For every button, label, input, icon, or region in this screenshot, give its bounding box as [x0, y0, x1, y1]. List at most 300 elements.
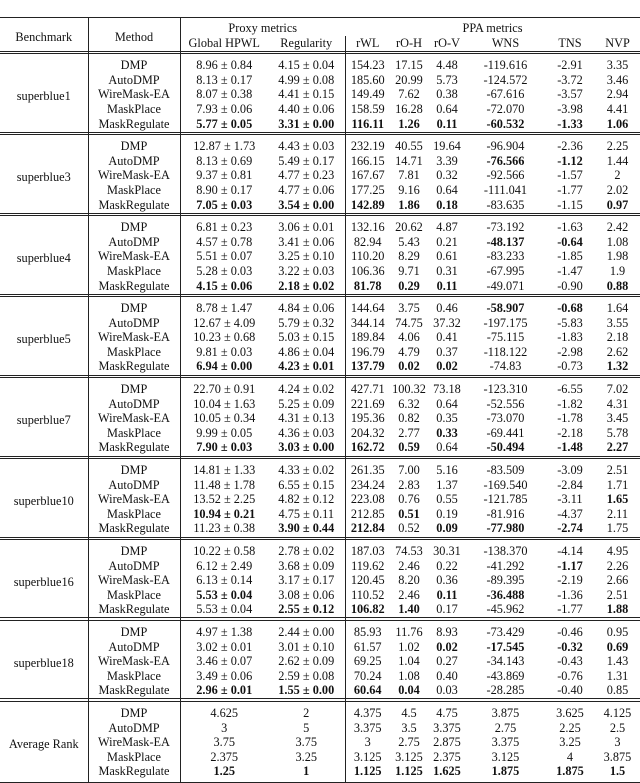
value: 3.41 ± 0.06	[278, 234, 335, 249]
value: 0.52	[398, 521, 420, 536]
value: -45.962	[486, 602, 525, 617]
value: 7.62	[398, 87, 420, 102]
value: -1.15	[557, 197, 583, 212]
ro-h-cell	[390, 117, 428, 135]
nvp-cell	[595, 249, 640, 264]
value: -52.556	[486, 396, 525, 411]
ro-v-cell	[428, 573, 466, 588]
nvp-cell	[595, 279, 640, 297]
nvp-cell	[595, 602, 640, 620]
ro-h-cell	[390, 620, 428, 639]
rwl-cell	[345, 73, 390, 88]
wns-cell	[466, 168, 545, 183]
tns-cell	[545, 750, 595, 765]
best-value: -1.12	[557, 153, 583, 168]
value: 3.375	[491, 735, 520, 750]
value: 149.49	[350, 87, 385, 102]
table-row	[0, 602, 640, 620]
method-cell: MaskRegulate	[88, 602, 180, 620]
value: 4.87	[436, 220, 458, 235]
value: -6.55	[557, 382, 583, 397]
rwl-cell	[345, 620, 390, 639]
value: 204.32	[350, 425, 385, 440]
method-cell: WireMask-EA	[88, 168, 180, 183]
best-value: 0.02	[436, 359, 458, 374]
method-cell: MaskPlace	[88, 102, 180, 117]
method-cell: MaskPlace	[88, 588, 180, 603]
best-value: 1.55 ± 0.00	[278, 683, 335, 698]
benchmark-cell: superblue1	[16, 88, 71, 103]
method-cell: WireMask-EA	[88, 573, 180, 588]
value: 2.62	[606, 344, 629, 359]
value: -73.070	[486, 411, 525, 426]
rwl-cell	[345, 750, 390, 765]
ro-h-cell	[390, 426, 428, 441]
method-cell: MaskPlace	[88, 750, 180, 765]
benchmark-cell: superblue16	[13, 574, 74, 589]
value: 0.55	[436, 492, 458, 507]
nvp-cell	[595, 264, 640, 279]
benchmark-cell: superblue10	[13, 493, 74, 508]
value: 0.19	[436, 506, 458, 521]
nvp-cell	[595, 540, 640, 559]
value: -2.91	[557, 58, 583, 73]
global-hpwl-cell	[180, 764, 268, 782]
wns-cell	[466, 573, 545, 588]
wns-cell	[466, 198, 545, 216]
value: 6.55 ± 0.15	[278, 477, 335, 492]
global-hpwl-cell	[180, 411, 268, 426]
value: 2.46	[398, 558, 420, 573]
table-row	[0, 73, 640, 88]
table-row	[0, 198, 640, 216]
best-value: 0.04	[398, 683, 420, 698]
tns-cell	[545, 764, 595, 782]
value: 11.23 ± 0.38	[193, 521, 256, 536]
value: 221.69	[350, 396, 385, 411]
value: -0.40	[557, 683, 583, 698]
value: 0.64	[436, 101, 458, 116]
global-hpwl-cell	[180, 602, 268, 620]
global-hpwl-cell	[180, 359, 268, 377]
ro-v-cell	[428, 411, 466, 426]
ro-v-cell	[428, 588, 466, 603]
value: -0.46	[557, 624, 583, 639]
ro-h-cell	[390, 669, 428, 684]
nvp-cell	[595, 559, 640, 574]
value: 7.02	[606, 382, 629, 397]
value: 0.40	[436, 668, 458, 683]
best-value: 142.89	[350, 197, 385, 212]
value: -1.36	[557, 587, 583, 602]
benchmark-cell: superblue18	[13, 655, 74, 670]
nvp-cell	[595, 620, 640, 639]
best-value: 1.875	[491, 764, 520, 779]
value: 3	[364, 735, 371, 750]
best-value: 4.15 ± 0.06	[196, 278, 253, 293]
best-value: 0.88	[606, 278, 629, 293]
value: 2.94	[606, 87, 629, 102]
value: 40.55	[395, 139, 423, 154]
tns-cell	[545, 198, 595, 216]
ro-h-cell	[390, 459, 428, 478]
value: -34.143	[486, 654, 525, 669]
value: 4.24 ± 0.02	[278, 382, 335, 397]
value: 3.08 ± 0.06	[278, 587, 335, 602]
global-hpwl-cell	[180, 701, 268, 720]
value: 0.95	[606, 624, 629, 639]
ro-h-cell	[390, 540, 428, 559]
value: 3.5	[401, 720, 417, 735]
tns-cell	[545, 411, 595, 426]
ro-h-cell	[390, 216, 428, 235]
best-value: 7.05 ± 0.03	[196, 197, 253, 212]
value: 69.25	[353, 654, 382, 669]
rwl-cell	[345, 602, 390, 620]
best-value: 1.5	[609, 764, 626, 779]
value: 0.37	[436, 344, 458, 359]
ro-v-cell	[428, 559, 466, 574]
value: 5.79 ± 0.32	[278, 315, 335, 330]
wns-cell	[466, 316, 545, 331]
value: 2.11	[606, 506, 629, 521]
value: 2.02	[606, 182, 629, 197]
wns-cell	[466, 345, 545, 360]
best-value: 1.125	[395, 764, 423, 779]
value: 0.41	[436, 330, 458, 345]
global-hpwl-cell	[180, 521, 268, 539]
tns-cell	[545, 168, 595, 183]
value: 4.06	[398, 330, 420, 345]
best-value: 0.33	[436, 425, 458, 440]
value: -3.09	[557, 463, 583, 478]
ro-h-cell	[390, 507, 428, 522]
value: 74.75	[395, 315, 423, 330]
value: -3.57	[557, 87, 583, 102]
tns-cell	[545, 216, 595, 235]
ro-v-cell	[428, 492, 466, 507]
regularity-cell	[268, 316, 345, 331]
nvp-cell	[595, 478, 640, 493]
table-body	[0, 54, 640, 783]
nvp-cell	[595, 411, 640, 426]
value: -1.77	[557, 182, 583, 197]
best-value: 1.06	[606, 116, 629, 131]
value: 8.29	[398, 249, 420, 264]
wns-cell	[466, 735, 545, 750]
regularity-cell	[268, 683, 345, 701]
regularity-cell	[268, 183, 345, 198]
best-value: 1.625	[433, 764, 461, 779]
rwl-cell	[345, 216, 390, 235]
nvp-cell	[595, 640, 640, 655]
value: 3.17 ± 0.17	[278, 573, 335, 588]
value: 2.26	[606, 558, 629, 573]
method-cell: MaskRegulate	[88, 359, 180, 377]
benchmark-cell: superblue7	[16, 412, 71, 427]
ro-h-cell	[390, 154, 428, 169]
benchmark-cell: superblue3	[16, 169, 71, 184]
wns-cell	[466, 330, 545, 345]
value: 2.875	[433, 735, 461, 750]
best-value: 6.94 ± 0.00	[196, 359, 253, 374]
value: 4.5	[401, 705, 417, 720]
tns-cell	[545, 654, 595, 669]
value: 1.75	[606, 521, 629, 536]
tns-cell	[545, 459, 595, 478]
nvp-cell	[595, 235, 640, 250]
value: 3.46 ± 0.07	[196, 654, 253, 669]
nvp-cell	[595, 54, 640, 73]
value: 0.27	[436, 654, 458, 669]
wns-cell	[466, 154, 545, 169]
value: 12.87 ± 1.73	[193, 139, 256, 154]
table-row	[0, 54, 640, 73]
table-row	[0, 168, 640, 183]
nvp-cell	[595, 297, 640, 316]
best-value: 116.11	[351, 116, 384, 131]
value: -2.98	[557, 344, 583, 359]
ro-v-cell	[428, 620, 466, 639]
nvp-cell	[595, 521, 640, 539]
value: 3.46	[606, 72, 629, 87]
ro-h-cell	[390, 654, 428, 669]
method-cell: MaskPlace	[88, 264, 180, 279]
value: -81.916	[486, 506, 525, 521]
global-hpwl-cell	[180, 73, 268, 88]
value: 0.17	[436, 602, 458, 617]
rwl-cell	[345, 683, 390, 701]
rwl-cell	[345, 297, 390, 316]
method-cell: DMP	[88, 378, 180, 397]
global-hpwl-cell	[180, 198, 268, 216]
global-hpwl-cell	[180, 440, 268, 458]
ro-h-cell	[390, 378, 428, 397]
global-hpwl-cell	[180, 750, 268, 765]
regularity-cell	[268, 154, 345, 169]
ro-v-cell	[428, 102, 466, 117]
ro-v-cell	[428, 478, 466, 493]
table-row	[0, 683, 640, 701]
best-value: 1	[303, 764, 310, 779]
wns-cell	[466, 264, 545, 279]
table-row	[0, 330, 640, 345]
value: 5	[303, 720, 310, 735]
rwl-cell	[345, 378, 390, 397]
table-row	[0, 359, 640, 377]
table-header	[0, 18, 640, 54]
nvp-cell	[595, 359, 640, 377]
best-value: 81.78	[353, 278, 382, 293]
wns-cell	[466, 135, 545, 154]
best-value: -36.488	[486, 587, 525, 602]
table-row	[0, 701, 640, 720]
value: -111.041	[483, 182, 528, 197]
ro-h-cell	[390, 279, 428, 297]
regularity-cell	[268, 588, 345, 603]
value: 158.59	[350, 101, 385, 116]
rwl-cell	[345, 235, 390, 250]
value: 1.02	[398, 639, 420, 654]
value: 74.53	[395, 544, 423, 558]
nvp-cell	[595, 73, 640, 88]
value: -67.616	[486, 87, 525, 102]
value: 4.86 ± 0.04	[278, 344, 335, 359]
wns-cell	[466, 216, 545, 235]
ro-h-cell	[390, 521, 428, 539]
value: -0.90	[557, 278, 583, 293]
ro-h-cell	[390, 316, 428, 331]
value: 30.31	[433, 544, 461, 558]
benchmark-cell: superblue5	[16, 331, 71, 346]
value: -1.82	[557, 396, 583, 411]
nvp-cell	[595, 459, 640, 478]
value: 0.38	[436, 87, 458, 102]
method-cell: AutoDMP	[88, 478, 180, 493]
value: 3	[221, 720, 228, 735]
best-value: 7.90 ± 0.03	[196, 440, 253, 455]
best-value: 60.64	[353, 683, 382, 698]
nvp-cell	[595, 440, 640, 458]
value: -89.395	[486, 573, 525, 588]
regularity-cell	[268, 459, 345, 478]
best-value: 0.97	[606, 197, 629, 212]
value: 11.48 ± 1.78	[193, 477, 256, 492]
ro-h-cell	[390, 397, 428, 412]
ro-h-cell	[390, 559, 428, 574]
value: 4.84 ± 0.06	[278, 301, 335, 316]
regularity-cell	[268, 620, 345, 639]
wns-cell	[466, 640, 545, 655]
value: 9.16	[398, 182, 420, 197]
table-row	[0, 397, 640, 412]
value: 2.75	[494, 720, 517, 735]
value: 3.375	[433, 720, 461, 735]
value: 232.19	[350, 139, 385, 154]
value: 2.59 ± 0.08	[278, 668, 335, 683]
global-hpwl-cell	[180, 397, 268, 412]
method-cell: DMP	[88, 54, 180, 73]
ro-v-cell	[428, 183, 466, 198]
table-row	[0, 154, 640, 169]
value: -1.47	[557, 263, 583, 278]
value: 3.45	[606, 411, 629, 426]
tns-cell	[545, 559, 595, 574]
value: -28.285	[486, 683, 525, 698]
rwl-cell	[345, 559, 390, 574]
value: 0.64	[436, 396, 458, 411]
nvp-cell	[595, 330, 640, 345]
value: 2.51	[606, 463, 629, 478]
global-hpwl-cell	[180, 330, 268, 345]
wns-cell	[466, 235, 545, 250]
method-cell: MaskRegulate	[88, 764, 180, 782]
regularity-cell	[268, 492, 345, 507]
nvp-cell	[595, 397, 640, 412]
ro-v-cell	[428, 507, 466, 522]
value: 3.25 ± 0.10	[278, 249, 335, 264]
method-cell: DMP	[88, 701, 180, 720]
best-value: 2.55 ± 0.12	[278, 602, 335, 617]
wns-cell	[466, 620, 545, 639]
regularity-cell	[268, 764, 345, 782]
method-cell: AutoDMP	[88, 397, 180, 412]
global-hpwl-cell	[180, 297, 268, 316]
value: 0.03	[436, 683, 458, 698]
rwl-cell	[345, 154, 390, 169]
value: -67.995	[486, 263, 525, 278]
global-hpwl-cell	[180, 573, 268, 588]
method-cell: DMP	[88, 620, 180, 639]
value: 3.49 ± 0.06	[196, 668, 253, 683]
value: 185.60	[350, 72, 385, 87]
tns-cell	[545, 135, 595, 154]
value: 106.36	[350, 263, 385, 278]
ro-h-cell	[390, 330, 428, 345]
value: 7.93 ± 0.06	[196, 101, 253, 116]
value: 4.625	[210, 705, 239, 720]
value: 6.13 ± 0.14	[196, 573, 253, 588]
nvp-cell	[595, 764, 640, 782]
method-cell: DMP	[88, 297, 180, 316]
table-row	[0, 459, 640, 478]
value: 3.55	[606, 315, 629, 330]
wns-cell	[466, 359, 545, 377]
nvp-cell	[595, 117, 640, 135]
best-value: -58.907	[486, 301, 525, 316]
method-cell: DMP	[88, 540, 180, 559]
method-cell: MaskRegulate	[88, 440, 180, 458]
nvp-cell	[595, 654, 640, 669]
tns-cell	[545, 478, 595, 493]
global-hpwl-cell	[180, 492, 268, 507]
rwl-cell	[345, 135, 390, 154]
regularity-cell	[268, 701, 345, 720]
ro-v-cell	[428, 249, 466, 264]
best-value: 1.125	[353, 764, 382, 779]
value: 187.03	[350, 544, 385, 558]
value: 119.62	[351, 558, 385, 573]
method-cell: WireMask-EA	[88, 654, 180, 669]
value: 0.22	[436, 558, 458, 573]
method-cell: DMP	[88, 216, 180, 235]
table-row	[0, 721, 640, 736]
value: 3.875	[603, 749, 632, 764]
value: 5.51 ± 0.07	[196, 249, 253, 264]
benchmark-cell: Average Rank	[0, 701, 88, 782]
value: 189.84	[350, 330, 385, 345]
best-value: -76.566	[486, 153, 525, 168]
table-row	[0, 735, 640, 750]
value: 4.99 ± 0.08	[278, 72, 335, 87]
value: -2.18	[557, 425, 583, 440]
value: -5.83	[557, 315, 583, 330]
regularity-cell	[268, 426, 345, 441]
nvp-cell	[595, 378, 640, 397]
value: 8.20	[398, 573, 420, 588]
method-cell: WireMask-EA	[88, 330, 180, 345]
regularity-cell	[268, 345, 345, 360]
global-hpwl-cell	[180, 235, 268, 250]
value: 10.23 ± 0.68	[193, 330, 256, 345]
best-value: 1.32	[606, 359, 629, 374]
value: -1.77	[557, 602, 583, 617]
value: 1.04	[398, 654, 420, 669]
tns-cell	[545, 249, 595, 264]
method-cell: WireMask-EA	[88, 735, 180, 750]
method-cell: WireMask-EA	[88, 411, 180, 426]
table-row	[0, 640, 640, 655]
